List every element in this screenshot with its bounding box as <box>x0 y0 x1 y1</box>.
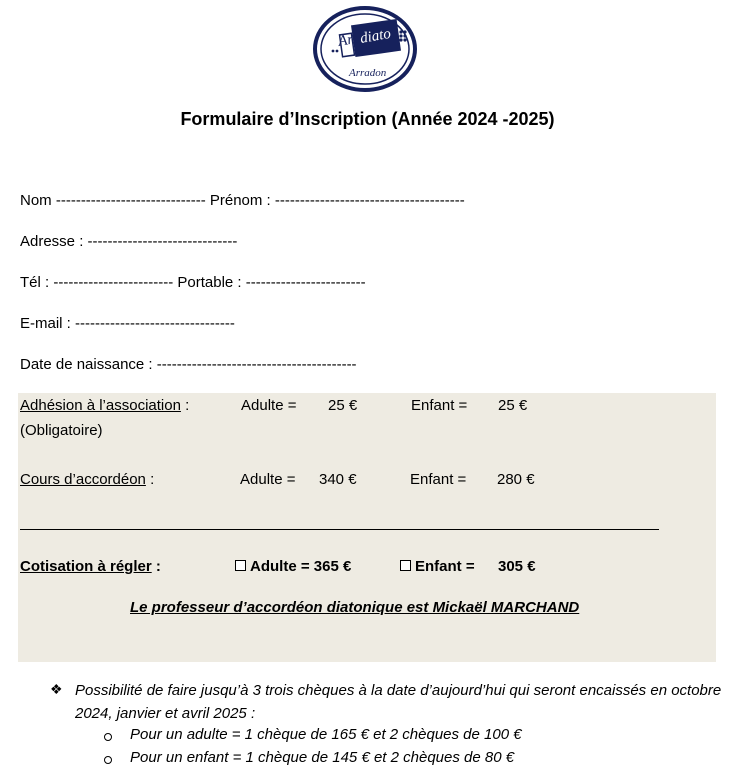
separator-line <box>20 529 659 530</box>
cours-adult-price: 340 € <box>319 471 357 488</box>
cours-label: Cours d’accordéon : <box>20 471 155 488</box>
circle-bullet-icon <box>104 733 112 741</box>
svg-text:diato: diato <box>358 25 393 47</box>
cours-child-label: Enfant = <box>410 471 467 488</box>
cours-child-price: 280 € <box>497 471 535 488</box>
cotisation-child-price: 305 € <box>498 558 536 575</box>
adult-checkbox[interactable] <box>235 560 246 571</box>
payment-adult: Pour un adulte = 1 chèque de 165 € et 2 chèques de 100 € <box>130 726 522 743</box>
adhesion-note: (Obligatoire) <box>20 422 103 439</box>
nom-prenom-field[interactable]: Nom ------------------------------ Prénom : -------------------------------------- <box>20 192 465 209</box>
svg-text:Art: Art <box>336 30 359 50</box>
child-checkbox[interactable] <box>400 560 411 571</box>
adhesion-adult-label: Adulte = <box>241 397 297 414</box>
cotisation-child-option[interactable]: Enfant = <box>400 558 475 575</box>
email-field[interactable]: E-mail : -------------------------------- <box>20 315 235 332</box>
adhesion-label: Adhésion à l’association : <box>20 397 190 414</box>
professeur-note: Le professeur d’accordéon diatonique est Mickaël MARCHAND <box>130 599 580 616</box>
cotisation-label: Cotisation à régler : <box>20 558 161 575</box>
telephone-field[interactable]: Tél : ------------------------ Portable : ------------------------ <box>20 274 366 291</box>
adresse-field[interactable]: Adresse : ------------------------------ <box>20 233 238 250</box>
cotisation-adult-option[interactable]: Adulte = 365 € <box>235 558 351 575</box>
adhesion-adult-price: 25 € <box>328 397 358 414</box>
payment-child: Pour un enfant = 1 chèque de 145 € et 2 chèques de 80 € <box>130 749 515 766</box>
adhesion-child-price: 25 € <box>498 397 528 414</box>
tarifs-panel <box>18 393 716 662</box>
circle-bullet-icon <box>104 756 112 764</box>
diamond-bullet-icon: ❖ <box>50 681 63 697</box>
adhesion-child-label: Enfant = <box>411 397 468 414</box>
form-title: Formulaire d’Inscription (Année 2024 -2025) <box>180 109 555 129</box>
payment-note: Possibilité de faire jusqu’à 3 trois chèques à la date d’aujourd’hui qui seront encaissés en octobre 2024, janvier et avril 2025 : <box>75 682 722 722</box>
cours-adult-label: Adulte = <box>240 471 296 488</box>
svg-text:Arradon: Arradon <box>349 67 387 79</box>
association-logo <box>313 6 417 92</box>
date-naissance-field[interactable]: Date de naissance : ---------------------------------------- <box>20 356 357 373</box>
